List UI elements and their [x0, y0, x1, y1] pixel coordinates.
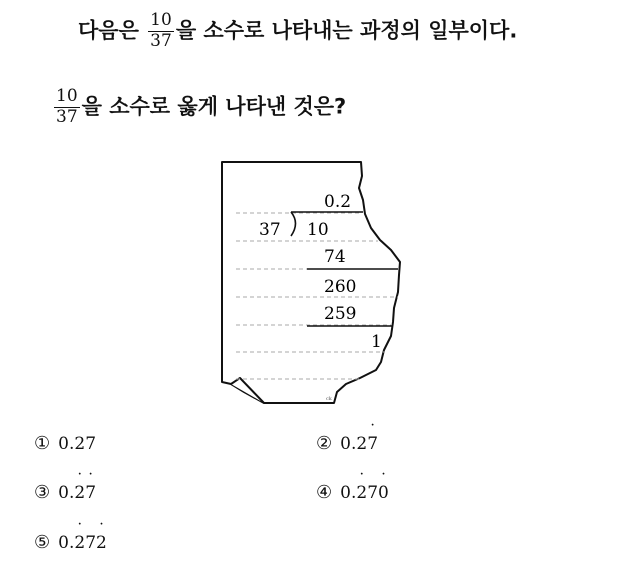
repeating-digit: 7 ˙	[367, 434, 378, 454]
dividend: 10	[307, 220, 329, 240]
digit: 0	[58, 483, 69, 503]
tiny-mark: ck	[326, 396, 332, 402]
digit: 0	[340, 483, 351, 503]
digit: .	[68, 483, 75, 503]
digit: 0	[58, 434, 69, 454]
repeating-digit: 2 ˙	[356, 483, 367, 503]
choice-mark: ③	[34, 482, 51, 503]
choice-mark: ①	[34, 433, 51, 454]
quotient: 0.2	[324, 192, 352, 212]
digit: 7	[367, 483, 379, 503]
digit: 2	[356, 434, 368, 454]
digit: 0	[340, 434, 351, 454]
digit: .	[68, 434, 75, 454]
step-remainder-1: 260	[324, 277, 357, 297]
choice-2[interactable]	[316, 433, 378, 454]
digit: .	[350, 434, 357, 454]
step-product-2: 259	[324, 304, 357, 324]
fraction-numerator: 10	[56, 86, 78, 106]
digit: 7	[85, 533, 97, 553]
fraction-numerator: 10	[150, 10, 172, 30]
fraction-denominator: 37	[56, 106, 78, 127]
paper-outline	[222, 162, 400, 403]
choice-mark: ④	[316, 482, 333, 503]
repeating-digit: 7 ˙	[85, 483, 96, 503]
choice-4[interactable]	[316, 482, 389, 503]
choice-3[interactable]	[34, 482, 96, 503]
divisor: 37	[259, 220, 281, 240]
digit: 0	[58, 533, 69, 553]
repeating-digit: 2 ˙	[96, 533, 107, 553]
choice-mark: ⑤	[34, 532, 51, 553]
question-intro: 다음은	[78, 18, 139, 43]
step-product-1: 74	[324, 247, 346, 267]
question-line-1-rest: 을 소수로 나타내는 과정의 일부이다.	[175, 18, 518, 43]
repeating-digit: 0 ˙	[378, 483, 389, 503]
digit: 2	[74, 434, 86, 454]
step-remainder-2: 1	[371, 332, 382, 352]
digit: .	[350, 483, 357, 503]
question-line-2-rest: 을 소수로 옳게 나타낸 것은?	[81, 94, 347, 119]
repeating-digit: 2 ˙	[74, 533, 85, 553]
repeating-digit: 2 ˙	[74, 483, 85, 503]
choice-1[interactable]	[34, 433, 96, 454]
digit: .	[68, 533, 75, 553]
digit: 7	[85, 434, 97, 454]
choice-mark: ②	[316, 433, 333, 454]
fraction-denominator: 37	[150, 30, 172, 51]
choice-5[interactable]	[34, 532, 107, 553]
